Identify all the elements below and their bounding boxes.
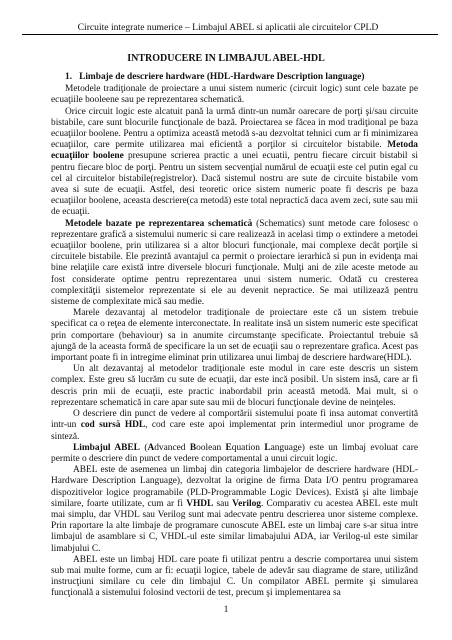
paragraph-8-text: ABEL este de asemenea un limbaj din categoria limbajelor de descriere hardware (HDL-Hardware Description Language), dezvoltat la origine de firma Data I/O pentru programarea dispozitivelor logice programabile (PLD-Programmable Logic Devices). Există şi alte limbaje similare, foarte utilizate, cum ar fi [51, 465, 418, 509]
section-number: 1. [65, 72, 73, 82]
paragraph-7-text: ( [139, 442, 148, 453]
paragraph-9: ABEL este un limbaj HDL care poate fi utilizat pentru a descrie comportarea unui sistem sub mai multe forme, cum ar fi: ecuaţii logice, tabele de adevăr sau diagrame de stare, utilizând instrucţiuni similare cu cele din limbajul C. Un compilator ABEL permite şi simularea funcţională a sistemului folosind vectorii de test, precum şi implementarea sa [51, 554, 418, 599]
paragraph-6 [51, 409, 418, 443]
document-body [51, 72, 418, 600]
acronym-letter-b: B [189, 442, 197, 453]
acronym-letter-a: A [147, 442, 155, 453]
paragraph-8-vhdl: VHDL [186, 498, 214, 509]
acronym-letter-e: E [225, 442, 232, 453]
acronym-letter-l: L [264, 442, 271, 453]
paragraph-7-bold: Limbajul ABEL [73, 442, 140, 453]
paragraph-2 [51, 107, 418, 219]
paragraph-3-text: (Schematics) sunt metode care folosesc o reprezentare grafică a sistemului numeric si care realizează in acelasi timp o extindere a metodei ecuaţiilor boolene, prin utilizarea si a altor blocuri funcţionale, mai complexe decât porţile si circuitele bistabile. Ele prezintă avantajul ca permit o proiectare ierarhică si pun in evidenţa mai bine relaţiile care există intre diversele blocuri funcţionale. Mulţi ani de zile aceste metode au fost considerate optime pentru reprezentarea unui sistem numeric. Odată cu cresterea complexităţii sistemelor reprezentate si ele au devenit nepractice. Se mai utilizează pentru sisteme de complexitate mică sau medie. [51, 218, 418, 308]
paragraph-3-bold: Metodele bazate pe reprezentarea schematică [65, 218, 253, 229]
paragraph-7-word-1: dvanced [154, 442, 190, 453]
paragraph-4: Marele dezavantaj al metodelor tradiţionale de proiectare este că un sistem trebuie specificat ca o reţea de elemente interconectate. In realitate insă un sistem numeric este specificat prin comportare (behaviour) sa in anumite circumstanţe specificate. Proiectantul trebuie să ajungă de la aceasta formă de specificare la un set de ecuaţii sau o reprezentare grafica. Acest pas important poate fi in intregime eliminat prin utilizarea unui limbaj de descriere hardware(HDL). [51, 308, 418, 364]
paragraph-6-bold: cod sursă HDL [80, 420, 146, 431]
paragraph-6-text-cont: , cod care este apoi implementat prin intermediul unor programe de sinteză. [51, 420, 418, 442]
section-heading [51, 72, 418, 83]
header-rule [22, 34, 438, 35]
paragraph-1: Metodele tradiţionale de proiectare a unui sistem numeric (circuit logic) sunt cele bazate pe ecuaţiile booleene sau pe reprezentarea schematică. [51, 84, 418, 106]
paragraph-2-text-cont: presupune scrierea practic a unei ecuatii, pentru fiecare circuit bistabil si pentru fiecare bloc de porţi. Pentru un sistem secvenţial numărul de ecuaţii este cel putin egal cu cel al circuitelor bistabile(registrelor). Dacă sistemul nostru are sute de circuite bistabile vom avea si sute de ecuaţii. Astfel, desi teoretic orice sistem numeric poate fi descris pe baza ecuaţiilor boolene, aceasta descriere(ca metodă) este total nepractică daca avem zeci, sute sau mii de ecuaţii. [51, 151, 418, 218]
paragraph-7-word-2: oolean [196, 442, 226, 453]
paragraph-8-text-cont: . Comparativ cu acestea ABEL este mult mai simplu, dar VHDL sau Verilog sunt mai adecvate pentru descrierea unor sisteme complexe. Prin raportare la alte limbaje de programare cunoscute ABEL este un limbaj care s-ar situa intre limbajul de asamblare si C, VHDL-ul este similar limabajului ADA, iar Verilog-ul este similar limabjului C. [51, 498, 418, 554]
paragraph-8 [51, 465, 418, 555]
paragraph-5: Un alt dezavantaj al metodelor tradiţionale este modul in care este descris un sistem complex. Este greu să lucrăm cu sute de ecuaţii, dar este incă posibil. Un sistem insă, care ar fi descris prin mii de ecuaţii, este practic inabordabil prin această metodă. Mai mult, si o reprezentare schematică in care apar sute sau mii de blocuri funcţionale devine de neinţeles. [51, 364, 418, 408]
paragraph-7-word-3: quation [231, 442, 265, 453]
chapter-title: INTRODUCERE IN LIMBAJUL ABEL-HDL [127, 53, 325, 64]
paragraph-7 [51, 443, 418, 465]
paragraph-6-text: O descriere din punct de vedere al comportării sistemului poate fi insa automat convertită intr-un [51, 409, 418, 431]
paragraph-8-sep: sau [213, 498, 233, 509]
paragraph-2-bold: Metoda ecuaţiilor boolene [51, 140, 418, 162]
paragraph-8-verilog: Verilog [232, 498, 261, 509]
paragraph-2-text: Orice circuit logic este alcatuit pană la urmă dintr-un număr oarecare de porţi şi/sau circuite bistabile, care sunt blocurile funcţionale de bază. Proiectarea se făcea in mod tradiţional pe baza ecuaţiilor boolene. Pentru a optimiza această metodă s-au dezvoltat tehnici cum ar fi minimizarea ecuaţiilor, care permite utilizarea mai eficientă a porţilor si circuitelor bistabile. [51, 106, 418, 151]
paragraph-3 [51, 219, 418, 309]
running-header: Circuite integrate numerice – Limbajul ABEL si aplicatii ale circuitelor CPLD [77, 22, 379, 33]
section-title: Limbaje de descriere hardware (HDL-Hardware Description language) [79, 72, 365, 82]
page-number: 1 [223, 604, 229, 615]
paragraph-7-text-cont: anguage) este un limbaj evoluat care permite o descriere din punct de vedere comportamental a unui circuit logic. [51, 442, 419, 464]
